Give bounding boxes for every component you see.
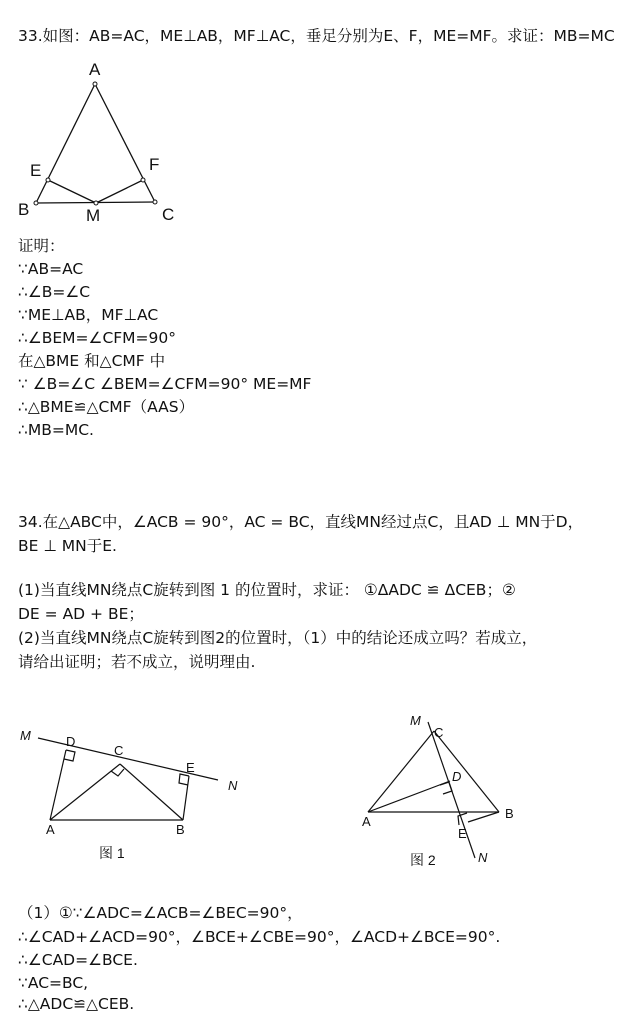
solution-line-2: ∴∠CAD+∠ACD=90°，∠BCE+∠CBE=90°，∠ACD+∠BCE=90°. <box>18 928 501 946</box>
question-1-line-2: DE = AD + BE； <box>18 605 144 623</box>
figure-2 <box>340 705 580 885</box>
solution-line-1: （1）①∵∠ADC=∠ACB=∠BEC=90°， <box>18 904 303 922</box>
label-m: M <box>20 728 31 743</box>
label-c: C <box>114 743 124 758</box>
label-c: C <box>162 205 175 224</box>
label-n: N <box>478 850 488 865</box>
label-n: N <box>228 778 238 793</box>
figure-2-caption: 图 2 <box>410 852 436 868</box>
figure-1 <box>0 710 300 890</box>
solution-line-3: ∴∠CAD=∠BCE. <box>18 951 138 969</box>
label-b: B <box>176 822 185 837</box>
point-b <box>34 201 38 205</box>
point-e <box>46 178 50 182</box>
label-d: D <box>66 734 76 749</box>
figure-1-caption: 图 1 <box>99 845 125 861</box>
solution-line-5: ∴△ADC≌△CEB. <box>18 995 135 1013</box>
label-e: E <box>30 161 42 180</box>
label-c: C <box>434 725 444 740</box>
label-b: B <box>505 806 514 821</box>
proof-line-7: ∵ ∠B=∠C ∠BEM=∠CFM=90° ME=MF <box>18 375 312 393</box>
problem-33-figure <box>0 52 640 282</box>
segment-ab <box>36 84 95 203</box>
proof-line-6: 在△BME 和△CMF 中 <box>18 352 166 370</box>
problem-34-statement-1: 34.在△ABC中，∠ACB = 90°，AC = BC，直线MN经过点C，且AD ⊥ MN于D， <box>18 513 584 531</box>
proof-line-9: ∴MB=MC. <box>18 421 94 439</box>
label-e: E <box>458 826 467 841</box>
segment-mf <box>96 180 143 203</box>
proof-line-8: ∴△BME≌△CMF（AAS） <box>18 398 195 416</box>
segment-cb <box>434 731 499 812</box>
label-e: E <box>186 760 195 775</box>
proof-line-5: ∴∠BEM=∠CFM=90° <box>18 329 177 347</box>
point-c <box>153 200 157 204</box>
segment-ac <box>95 84 155 202</box>
problem-34-statement-2: BE ⊥ MN于E. <box>18 537 117 555</box>
label-a: A <box>362 814 371 829</box>
point-f <box>141 178 145 182</box>
question-1-line-1: (1)当直线MN绕点C旋转到图 1 的位置时，求证： ①ΔADC ≌ ΔCEB；② <box>18 581 516 599</box>
segment-bc <box>120 764 183 820</box>
question-2-line-1: (2)当直线MN绕点C旋转到图2的位置时，（1）中的结论还成立吗？若成立， <box>18 629 538 647</box>
label-a: A <box>89 60 101 79</box>
label-m: M <box>410 713 421 728</box>
proof-line-1: 证明： <box>18 237 65 255</box>
problem-33-statement: 33.如图：AB=AC，ME⊥AB，MF⊥AC，垂足分别为E、F，ME=MF。求证：MB=MC <box>18 27 615 45</box>
proof-line-4: ∵ME⊥AB，MF⊥AC <box>18 306 159 324</box>
solution-line-4: ∵AC=BC, <box>18 974 89 992</box>
point-m <box>94 201 98 205</box>
segment-be <box>468 812 499 822</box>
question-2-line-2: 请给出证明；若不成立，说明理由. <box>18 653 256 671</box>
proof-line-2: ∵AB=AC <box>18 260 84 278</box>
segment-be <box>183 776 189 820</box>
proof-line-3: ∴∠B=∠C <box>18 283 91 301</box>
label-d: D <box>452 769 462 784</box>
label-a: A <box>46 822 55 837</box>
point-a <box>93 82 97 86</box>
segment-me <box>48 180 96 203</box>
label-b: B <box>18 200 30 219</box>
label-f: F <box>149 155 160 174</box>
label-m: M <box>86 206 101 225</box>
